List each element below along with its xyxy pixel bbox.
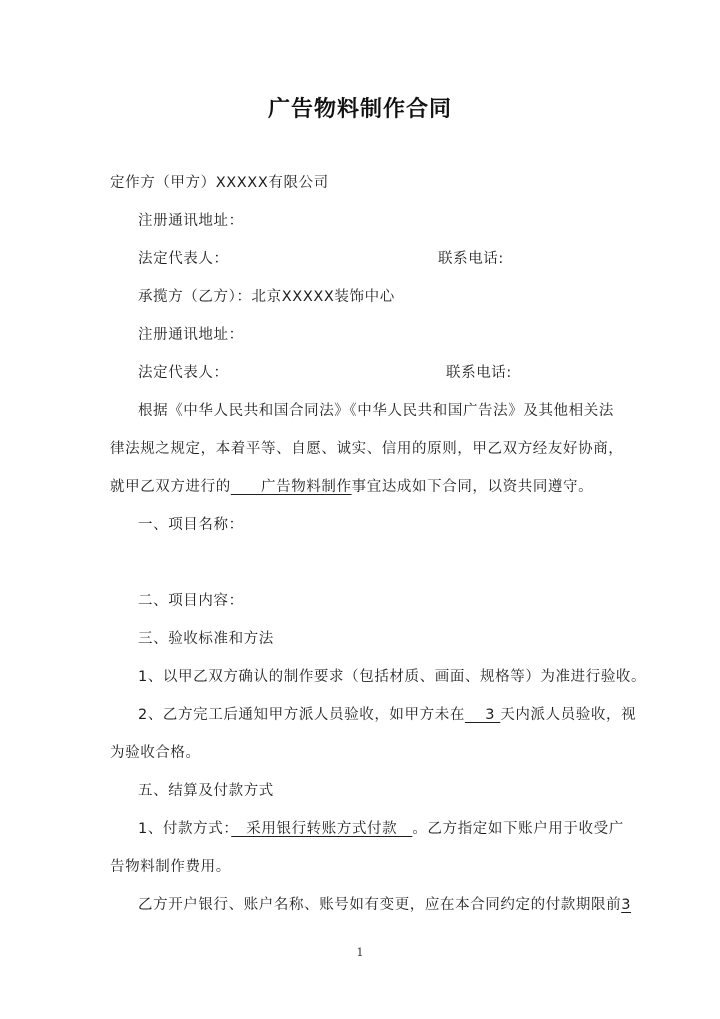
section-5-item-1-prefix: 1、付款方式： <box>138 821 232 837</box>
preamble-line-3 <box>110 477 593 497</box>
payment-method-fill: 采用银行转账方式付款 <box>231 821 413 837</box>
preamble-line-3-prefix: 就甲乙双方进行的 <box>110 479 231 495</box>
page-number: 1 <box>356 946 364 959</box>
section-1-heading: 一、项目名称： <box>138 517 244 533</box>
party-a-line: 定作方（甲方）XXXXX有限公司 <box>110 175 329 191</box>
section-5-heading: 五、结算及付款方式 <box>138 783 274 799</box>
section-3-item-1: 1、以甲乙双方确认的制作要求（包括材质、画面、规格等）为准进行验收。 <box>138 669 647 685</box>
party-b-address-label: 注册通讯地址： <box>138 327 244 343</box>
section-5-change-prefix: 乙方开户银行、账户名称、账号如有变更，应在本合同约定的付款期限前 <box>138 897 622 913</box>
section-3-item-2-suffix: 天内派人员验收，视 <box>500 707 637 723</box>
preamble-line-3-suffix: 事宜达成如下合同，以资共同遵守。 <box>351 479 594 495</box>
section-5-item-1-cont: 告物料制作费用。 <box>110 859 231 875</box>
party-a-rep-label: 法定代表人： <box>138 251 229 267</box>
preamble-line-1: 根据《中华人民共和国合同法》《中华人民共和国广告法》及其他相关法 <box>138 403 614 419</box>
contract-title: 广告物料制作合同 <box>267 96 452 122</box>
section-5-item-1 <box>138 819 624 839</box>
section-3-item-2-prefix: 2、乙方完工后通知甲方派人员验收，如甲方未在 <box>138 707 465 723</box>
section-5-item-1-suffix: 。乙方指定如下账户用于收受广 <box>412 821 624 837</box>
party-b-line: 承揽方（乙方）：北京XXXXX装饰中心 <box>138 289 395 305</box>
section-5-change-notice <box>138 895 631 915</box>
section-3-item-2 <box>138 705 636 725</box>
section-3-item-2-cont: 为验收合格。 <box>110 745 201 761</box>
project-name-fill: 广告物料制作 <box>230 479 352 495</box>
party-b-phone-label: 联系电话: <box>446 365 512 381</box>
party-a-address-label: 注册通讯地址： <box>138 213 244 229</box>
change-days-fill: 3 <box>621 897 632 913</box>
acceptance-days-fill: 3 <box>464 707 501 723</box>
preamble-line-2: 律法规之规定，本着平等、自愿、诚实、信用的原则，甲乙双方经友好协商， <box>110 441 624 457</box>
party-a-phone-label: 联系电话: <box>438 251 504 267</box>
section-3-heading: 三、验收标准和方法 <box>138 631 274 647</box>
party-b-rep-label: 法定代表人： <box>138 365 229 381</box>
section-2-heading: 二、项目内容： <box>138 593 244 609</box>
